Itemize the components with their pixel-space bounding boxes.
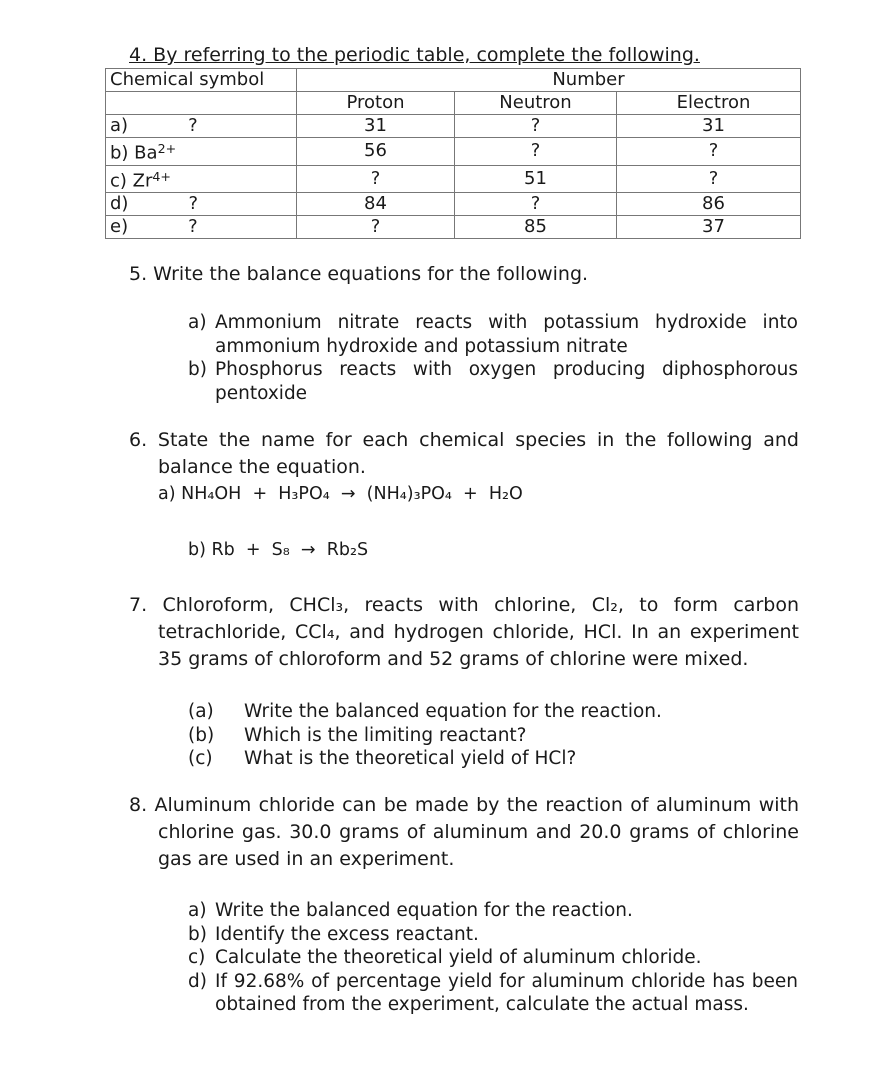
header-neutron: Neutron: [455, 92, 617, 115]
electron-cell: 37: [617, 216, 801, 239]
question-4-title: 4. By referring to the periodic table, complete the following.: [129, 44, 700, 66]
question-8-items: [188, 899, 798, 1017]
item-label: d): [188, 970, 207, 992]
item-label: b): [188, 359, 207, 380]
equation-b: b) Rb + S₈ → Rb₂S: [188, 540, 369, 560]
list-item: [188, 970, 798, 1017]
symbol-cell: e) ?: [106, 216, 297, 239]
item-text: Write the balanced equation for the reaction.: [244, 701, 662, 722]
item-text: Identify the excess reactant.: [215, 923, 479, 945]
question-8-text: [129, 792, 799, 873]
electron-cell: ?: [617, 165, 801, 193]
header-number: Number: [297, 69, 801, 92]
item-label: a): [188, 900, 207, 921]
list-item: [188, 358, 798, 405]
item-text: Calculate the theoretical yield of aluminum chloride.: [215, 947, 702, 968]
question-8-line: 8. Aluminum chloride can be made by the reaction of aluminum with: [129, 794, 799, 816]
table-row: [106, 193, 801, 216]
symbol-cell: b) $Ba^{2+}$: [106, 138, 297, 166]
question-5-title: 5. Write the balance equations for the following.: [129, 263, 589, 285]
electron-cell: ?: [617, 138, 801, 166]
item-label: (a): [188, 701, 214, 722]
header-electron: Electron: [617, 92, 801, 115]
question-7-line: 7. Chloroform, CHCl₃, reacts with chlorine, Cl₂, to form carbon: [129, 594, 799, 616]
item-text: What is the theoretical yield of HCl?: [244, 748, 577, 769]
symbol-cell: c) $Zr^{4+}$: [106, 165, 297, 193]
question-7-line: 35 grams of chloroform and 52 grams of chlorine were mixed.: [158, 648, 749, 670]
electron-cell: 86: [617, 193, 801, 216]
list-item: [188, 899, 798, 923]
item-text: Write the balanced equation for the reaction.: [215, 900, 633, 921]
item-text: Ammonium nitrate reacts with potassium hydroxide into ammonium hydroxide and potassium nitrate: [215, 312, 798, 357]
list-item: [188, 747, 662, 771]
question-7-items: [188, 700, 662, 771]
table-row: [106, 165, 801, 193]
list-item: [188, 311, 798, 358]
question-6-title: 6. State the name for each chemical species in the following and: [129, 429, 799, 451]
item-label: (c): [188, 748, 213, 769]
question-6-title-line2: balance the equation.: [158, 456, 366, 478]
periodic-table-exercise: [105, 68, 801, 239]
proton-cell: 31: [297, 115, 455, 138]
electron-cell: 31: [617, 115, 801, 138]
symbol-cell: d) ?: [106, 193, 297, 216]
item-text: Phosphorus reacts with oxygen producing diphosphorous pentoxide: [215, 359, 798, 404]
question-8-line: gas are used in an experiment.: [158, 848, 455, 870]
question-7-line: tetrachloride, CCl₄, and hydrogen chloride, HCl. In an experiment: [158, 621, 799, 643]
neutron-cell: ?: [455, 115, 617, 138]
proton-cell: 84: [297, 193, 455, 216]
item-text: If 92.68% of percentage yield for aluminum chloride has been obtained from the experiment, calculate the actual mass.: [215, 970, 798, 1015]
question-7-text: [129, 592, 799, 673]
list-item: [188, 923, 798, 947]
item-label: c): [188, 947, 206, 968]
header-proton: Proton: [297, 92, 455, 115]
proton-cell: 56: [297, 138, 455, 166]
neutron-cell: 51: [455, 165, 617, 193]
item-label: b): [188, 923, 207, 945]
list-item: [188, 724, 662, 748]
neutron-cell: ?: [455, 193, 617, 216]
table-row: [106, 115, 801, 138]
neutron-cell: 85: [455, 216, 617, 239]
question-8-line: chlorine gas. 30.0 grams of aluminum and 20.0 grams of chlorine: [158, 821, 799, 843]
item-text: Which is the limiting reactant?: [244, 724, 527, 746]
table-row: [106, 138, 801, 166]
symbol-cell: a) ?: [106, 115, 297, 138]
proton-cell: ?: [297, 165, 455, 193]
list-item: [188, 700, 662, 724]
question-5-items: [188, 311, 798, 405]
list-item: [188, 946, 798, 970]
equation-a: a) NH₄OH + H₃PO₄ → (NH₄)₃PO₄ + H₂O: [158, 484, 523, 504]
table-row: [106, 216, 801, 239]
item-label: a): [188, 312, 207, 333]
neutron-cell: ?: [455, 138, 617, 166]
proton-cell: ?: [297, 216, 455, 239]
header-blank: [106, 92, 297, 115]
item-label: (b): [188, 724, 215, 746]
header-chemical-symbol: Chemical symbol: [106, 69, 297, 92]
